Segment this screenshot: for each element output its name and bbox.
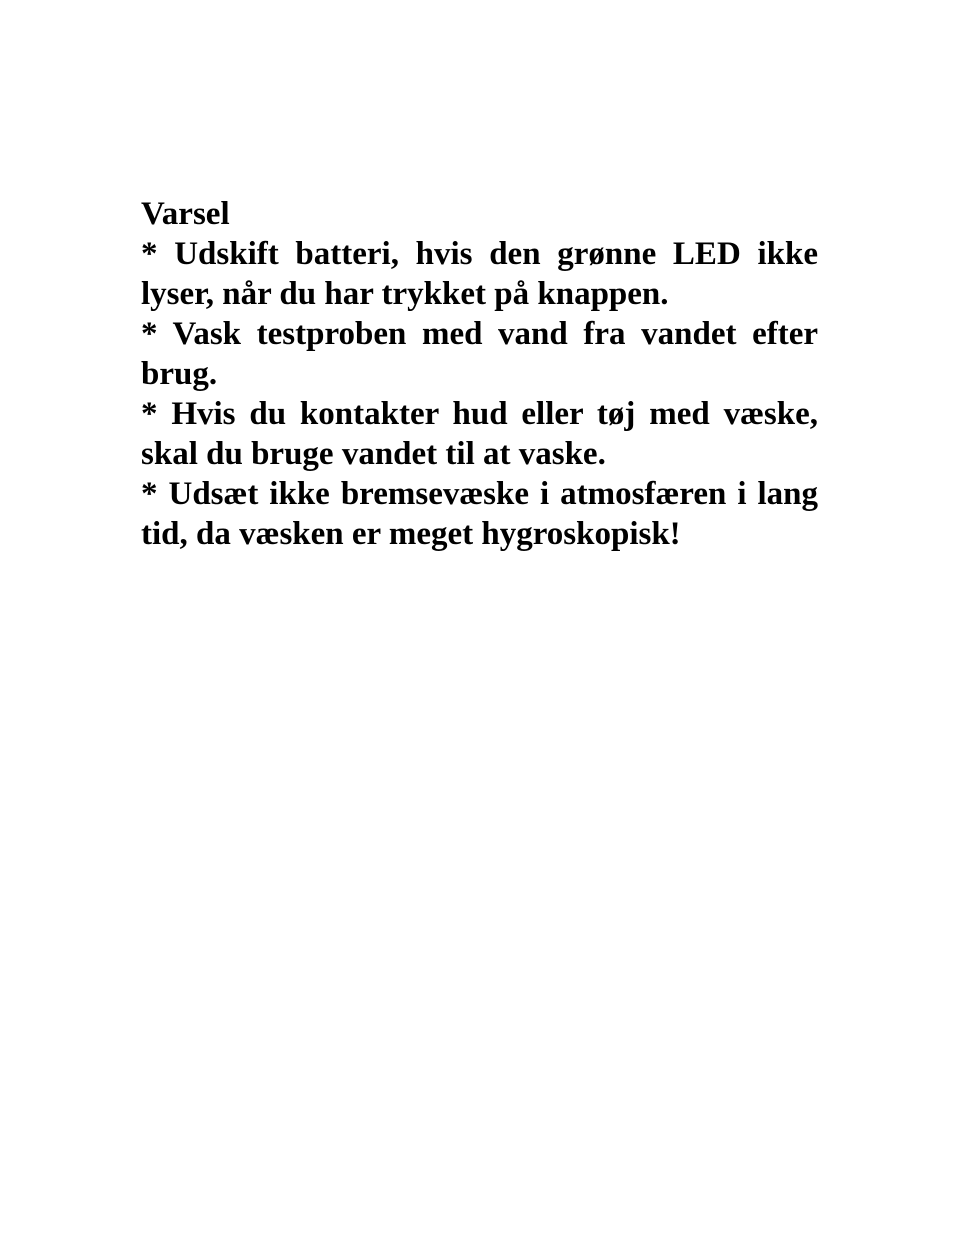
warning-item-wash-probe: * Vask testproben med vand fra vandet efter brug. xyxy=(141,316,818,392)
warning-heading: Varsel xyxy=(141,196,230,232)
warning-item-battery: * Udskift batteri, hvis den grønne LED ikke lyser, når du har trykket på knappen. xyxy=(141,236,818,312)
warning-item-hygroscopic: * Udsæt ikke bremsevæske i atmosfæren i lang tid, da væsken er meget hygroskopisk! xyxy=(141,476,818,552)
warning-item-skin-contact: * Hvis du kontakter hud eller tøj med væske, skal du bruge vandet til at vaske. xyxy=(141,396,818,472)
warning-section xyxy=(141,194,818,554)
